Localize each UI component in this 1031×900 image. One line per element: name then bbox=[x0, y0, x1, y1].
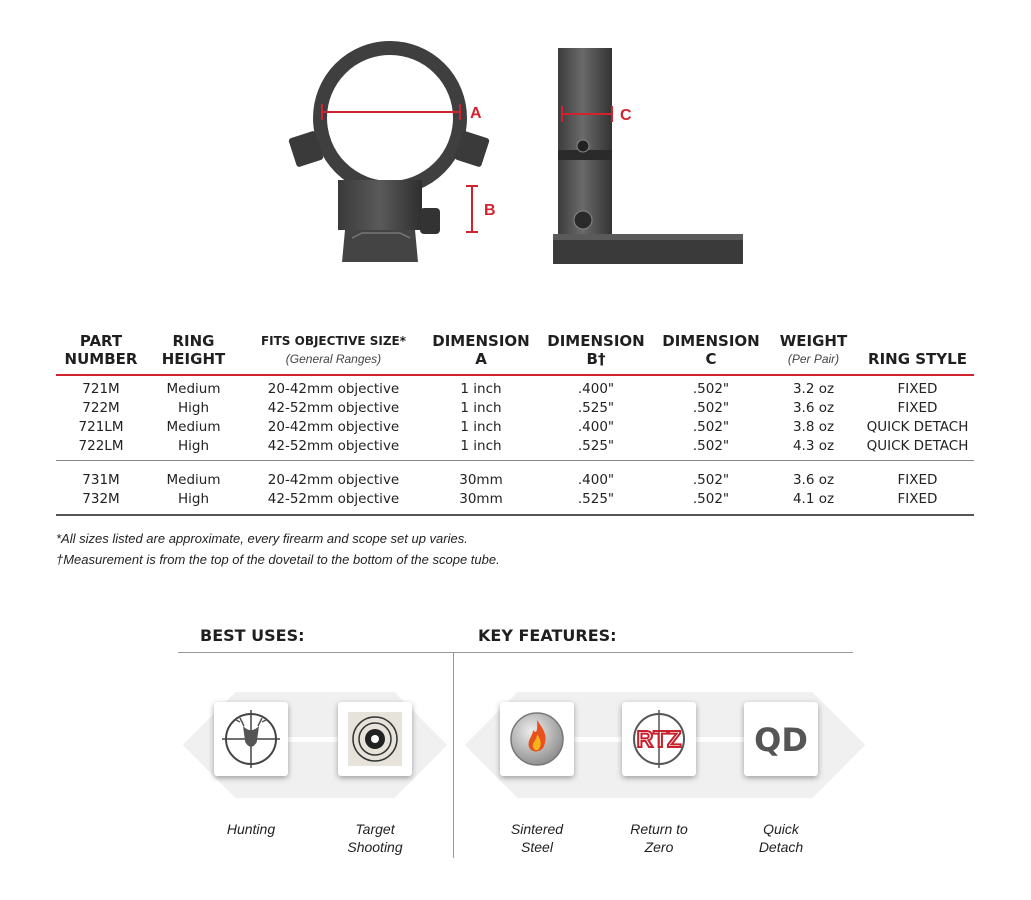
cell-dimension-a: 1 inch bbox=[460, 419, 502, 435]
cell-dimension-b: .400" bbox=[577, 472, 615, 488]
uses-features-panel bbox=[178, 620, 858, 870]
cell-ring-height: Medium bbox=[166, 472, 221, 488]
caption-quick-detach: Quick Detach bbox=[758, 821, 804, 855]
panel-divider bbox=[178, 652, 853, 653]
svg-text:QD: QD bbox=[754, 721, 808, 759]
caption-target-shooting: Target Shooting bbox=[347, 821, 403, 855]
table-row bbox=[56, 490, 974, 509]
cell-part-number: 721M bbox=[82, 381, 120, 397]
cell-objective-size: 42-52mm objective bbox=[267, 438, 400, 454]
footnote-measurement: †Measurement is from the top of the dovetail to the bottom of the scope tube. bbox=[56, 552, 500, 567]
cell-objective-size: 20-42mm objective bbox=[267, 419, 400, 435]
scope-ring-side-view bbox=[553, 48, 743, 264]
cell-ring-height: High bbox=[177, 491, 210, 507]
cell-ring-height: High bbox=[177, 400, 210, 416]
cell-objective-size: 42-52mm objective bbox=[267, 491, 400, 507]
cell-ring-height: High bbox=[177, 438, 210, 454]
dimension-c-label: C bbox=[620, 107, 632, 124]
header-objective-size: FITS OBJECTIVE SIZE* (General Ranges) bbox=[260, 334, 407, 366]
table-row bbox=[56, 375, 974, 399]
table-body bbox=[56, 375, 974, 515]
ring-dimension-diagram bbox=[0, 0, 1031, 300]
dimension-b-label: B bbox=[484, 202, 496, 219]
key-features-heading: KEY FEATURES: bbox=[478, 626, 617, 645]
cell-objective-size: 42-52mm objective bbox=[267, 400, 400, 416]
cell-dimension-a: 30mm bbox=[459, 491, 503, 507]
table-row bbox=[56, 418, 974, 437]
table-footnotes bbox=[56, 528, 500, 570]
cell-part-number: 732M bbox=[82, 491, 120, 507]
cell-weight: 3.6 oz bbox=[792, 472, 835, 488]
cell-part-number: 731M bbox=[82, 472, 120, 488]
cell-dimension-c: .502" bbox=[692, 438, 730, 454]
cell-dimension-b: .400" bbox=[577, 419, 615, 435]
cell-weight: 3.2 oz bbox=[792, 381, 835, 397]
table-row bbox=[56, 399, 974, 418]
table-row bbox=[56, 437, 974, 456]
cell-objective-size: 20-42mm objective bbox=[267, 472, 400, 488]
caption-hunting: Hunting bbox=[226, 821, 276, 837]
cell-dimension-c: .502" bbox=[692, 491, 730, 507]
cell-ring-height: Medium bbox=[166, 419, 221, 435]
cell-weight: 3.8 oz bbox=[792, 419, 835, 435]
cell-dimension-a: 1 inch bbox=[460, 438, 502, 454]
dimension-a-label: A bbox=[470, 105, 482, 122]
cell-ring-style: FIXED bbox=[897, 400, 938, 416]
cell-dimension-b: .400" bbox=[577, 381, 615, 397]
header-part-number: PART NUMBER bbox=[64, 332, 138, 368]
footnote-approximate: *All sizes listed are approximate, every firearm and scope set up varies. bbox=[56, 531, 468, 546]
cell-dimension-c: .502" bbox=[692, 472, 730, 488]
caption-return-to-zero: Return to Zero bbox=[630, 821, 688, 855]
specification-table bbox=[56, 332, 974, 516]
header-dimension-b: DIMENSION B† bbox=[547, 332, 645, 368]
cell-ring-style: QUICK DETACH bbox=[866, 438, 969, 454]
table-header-row bbox=[56, 332, 974, 375]
cell-dimension-b: .525" bbox=[577, 400, 615, 416]
cell-dimension-a: 30mm bbox=[459, 472, 503, 488]
cell-part-number: 721LM bbox=[78, 419, 124, 435]
table-row bbox=[56, 467, 974, 490]
cell-dimension-a: 1 inch bbox=[460, 400, 502, 416]
flame-steel-icon bbox=[500, 702, 574, 776]
scope-ring-front-view bbox=[288, 48, 490, 262]
cell-dimension-c: .502" bbox=[692, 419, 730, 435]
cell-ring-height: Medium bbox=[166, 381, 221, 397]
cell-weight: 3.6 oz bbox=[792, 400, 835, 416]
qd-icon bbox=[744, 702, 818, 776]
cell-dimension-a: 1 inch bbox=[460, 381, 502, 397]
cell-ring-style: FIXED bbox=[897, 472, 938, 488]
cell-dimension-b: .525" bbox=[577, 438, 615, 454]
rtz-icon bbox=[622, 702, 696, 776]
cell-dimension-c: .502" bbox=[692, 400, 730, 416]
cell-part-number: 722LM bbox=[78, 438, 124, 454]
section-divider bbox=[453, 652, 454, 858]
cell-ring-style: FIXED bbox=[897, 491, 938, 507]
svg-text:RTZ: RTZ bbox=[636, 726, 682, 752]
header-weight: WEIGHT (Per Pair) bbox=[779, 332, 848, 366]
cell-weight: 4.1 oz bbox=[792, 491, 835, 507]
cell-ring-style: FIXED bbox=[897, 381, 938, 397]
cell-dimension-b: .525" bbox=[577, 491, 615, 507]
cell-objective-size: 20-42mm objective bbox=[267, 381, 400, 397]
cell-ring-style: QUICK DETACH bbox=[866, 419, 969, 435]
target-icon bbox=[338, 702, 412, 776]
header-dimension-c: DIMENSION C bbox=[662, 332, 760, 368]
caption-sintered-steel: Sintered Steel bbox=[510, 821, 564, 855]
cell-dimension-c: .502" bbox=[692, 381, 730, 397]
cell-weight: 4.3 oz bbox=[792, 438, 835, 454]
best-uses-heading: BEST USES: bbox=[200, 626, 305, 645]
deer-crosshair-icon bbox=[214, 702, 288, 776]
cell-part-number: 722M bbox=[82, 400, 120, 416]
header-ring-height: RING HEIGHT bbox=[161, 332, 226, 368]
header-ring-style: RING STYLE bbox=[868, 350, 967, 368]
header-dimension-a: DIMENSION A bbox=[432, 332, 530, 368]
